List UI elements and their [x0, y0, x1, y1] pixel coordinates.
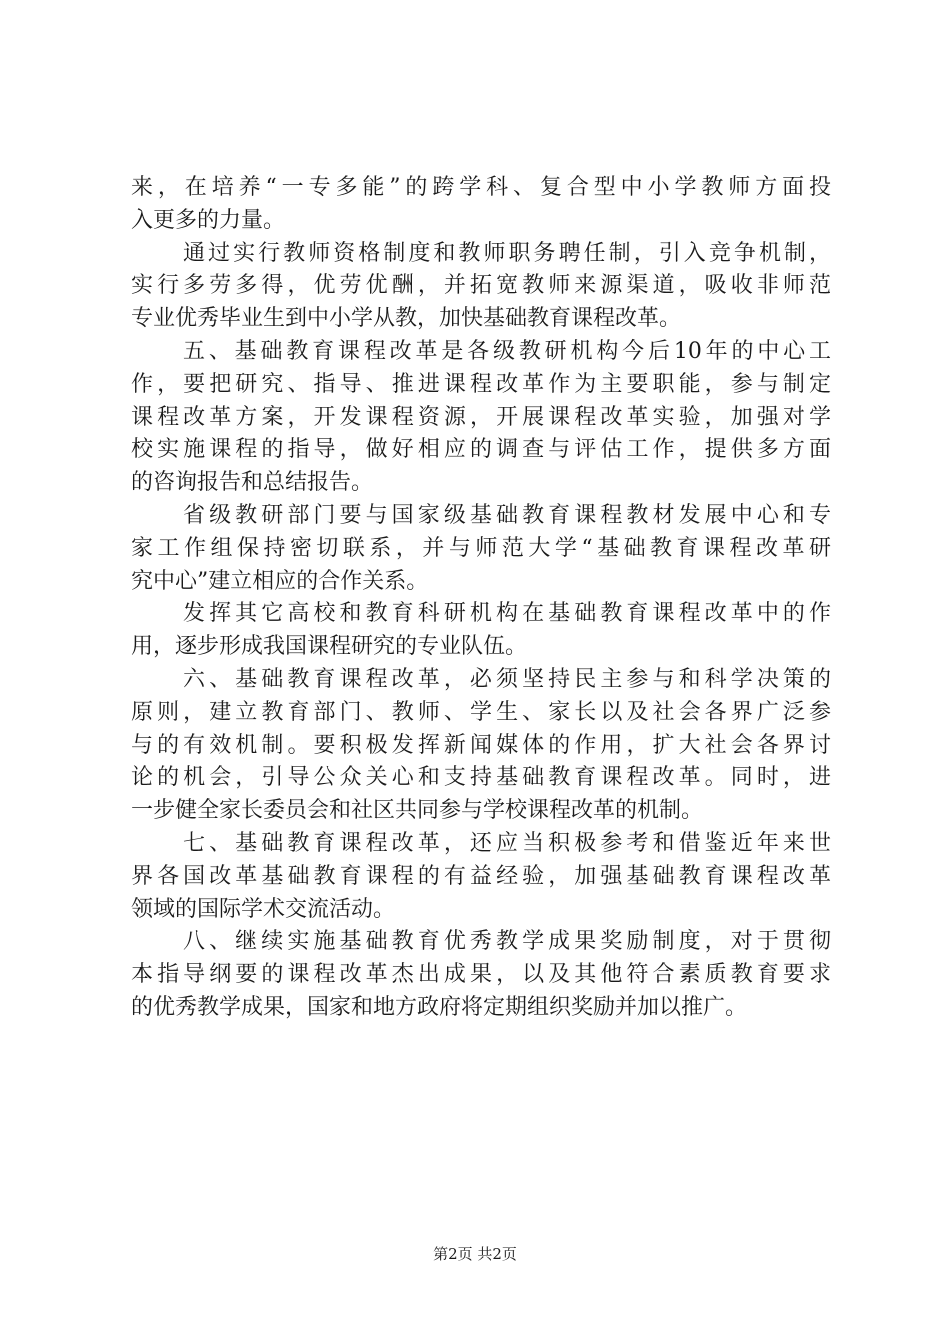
paragraph-line: 本指导纲要的课程改革杰出成果，以及其他符合素质教育要求	[131, 962, 831, 988]
paragraph	[131, 598, 831, 664]
paragraph-line: 界各国改革基础教育课程的有益经验，加强基础教育课程改革	[131, 863, 831, 889]
paragraph-line: 的咨询报告和总结报告。	[131, 470, 374, 496]
page-footer: 第2页 共2页	[433, 1245, 517, 1263]
paragraph-line: 专业优秀毕业生到中小学从教，加快基础教育课程改革。	[131, 306, 682, 332]
paragraph-line: 六、基础教育课程改革，必须坚持民主参与和科学决策的	[183, 666, 831, 692]
paragraph-line: 通过实行教师资格制度和教师职务聘任制，引入竞争机制，	[183, 240, 831, 266]
paragraph-line: 原则，建立教育部门、教师、学生、家长以及社会各界广泛参	[131, 699, 831, 725]
paragraph	[131, 336, 831, 500]
paragraph-line: 用，逐步形成我国课程研究的专业队伍。	[131, 634, 528, 660]
paragraph-line: 入更多的力量。	[131, 207, 286, 233]
paragraph-line: 与的有效机制。要积极发挥新闻媒体的作用，扩大社会各界讨	[131, 732, 831, 758]
paragraph-line: 省级教研部门要与国家级基础教育课程教材发展中心和专	[183, 502, 831, 528]
paragraph-line: 家工作组保持密切联系，并与师范大学“基础教育课程改革研	[131, 535, 831, 561]
paragraph-line: 八、继续实施基础教育优秀教学成果奖励制度，对于贯彻	[183, 929, 831, 955]
paragraph	[131, 664, 831, 828]
paragraph	[131, 500, 831, 598]
paragraph	[131, 238, 831, 336]
paragraph-line: 七、基础教育课程改革，还应当积极参考和借鉴近年来世	[183, 830, 831, 856]
paragraph-line: 究中心”建立相应的合作关系。	[131, 568, 429, 594]
paragraph-line: 课程改革方案，开发课程资源，开展课程改革实验，加强对学	[131, 404, 831, 430]
paragraph-line: 五、基础教育课程改革是各级教研机构今后10年的中心工	[183, 338, 831, 364]
paragraph-line: 作，要把研究、指导、推进课程改革作为主要职能，参与制定	[131, 371, 831, 397]
paragraph-line: 发挥其它高校和教育科研机构在基础教育课程改革中的作	[183, 601, 831, 627]
paragraph-line: 的优秀教学成果，国家和地方政府将定期组织奖励并加以推广。	[131, 994, 748, 1020]
paragraph-line: 来，在培养“一专多能”的跨学科、复合型中小学教师方面投	[131, 175, 831, 200]
paragraph	[131, 172, 831, 238]
paragraph-line: 实行多劳多得，优劳优酬，并拓宽教师来源渠道，吸收非师范	[131, 273, 831, 299]
paragraph-line: 一步健全家长委员会和社区共同参与学校课程改革的机制。	[131, 798, 704, 824]
paragraph	[131, 828, 831, 926]
paragraph	[131, 926, 831, 1024]
document-body	[131, 172, 831, 1025]
paragraph-line: 校实施课程的指导，做好相应的调查与评估工作，提供多方面	[131, 437, 831, 463]
paragraph-line: 论的机会，引导公众关心和支持基础教育课程改革。同时，进	[131, 765, 831, 791]
paragraph-line: 领域的国际学术交流活动。	[131, 896, 396, 922]
